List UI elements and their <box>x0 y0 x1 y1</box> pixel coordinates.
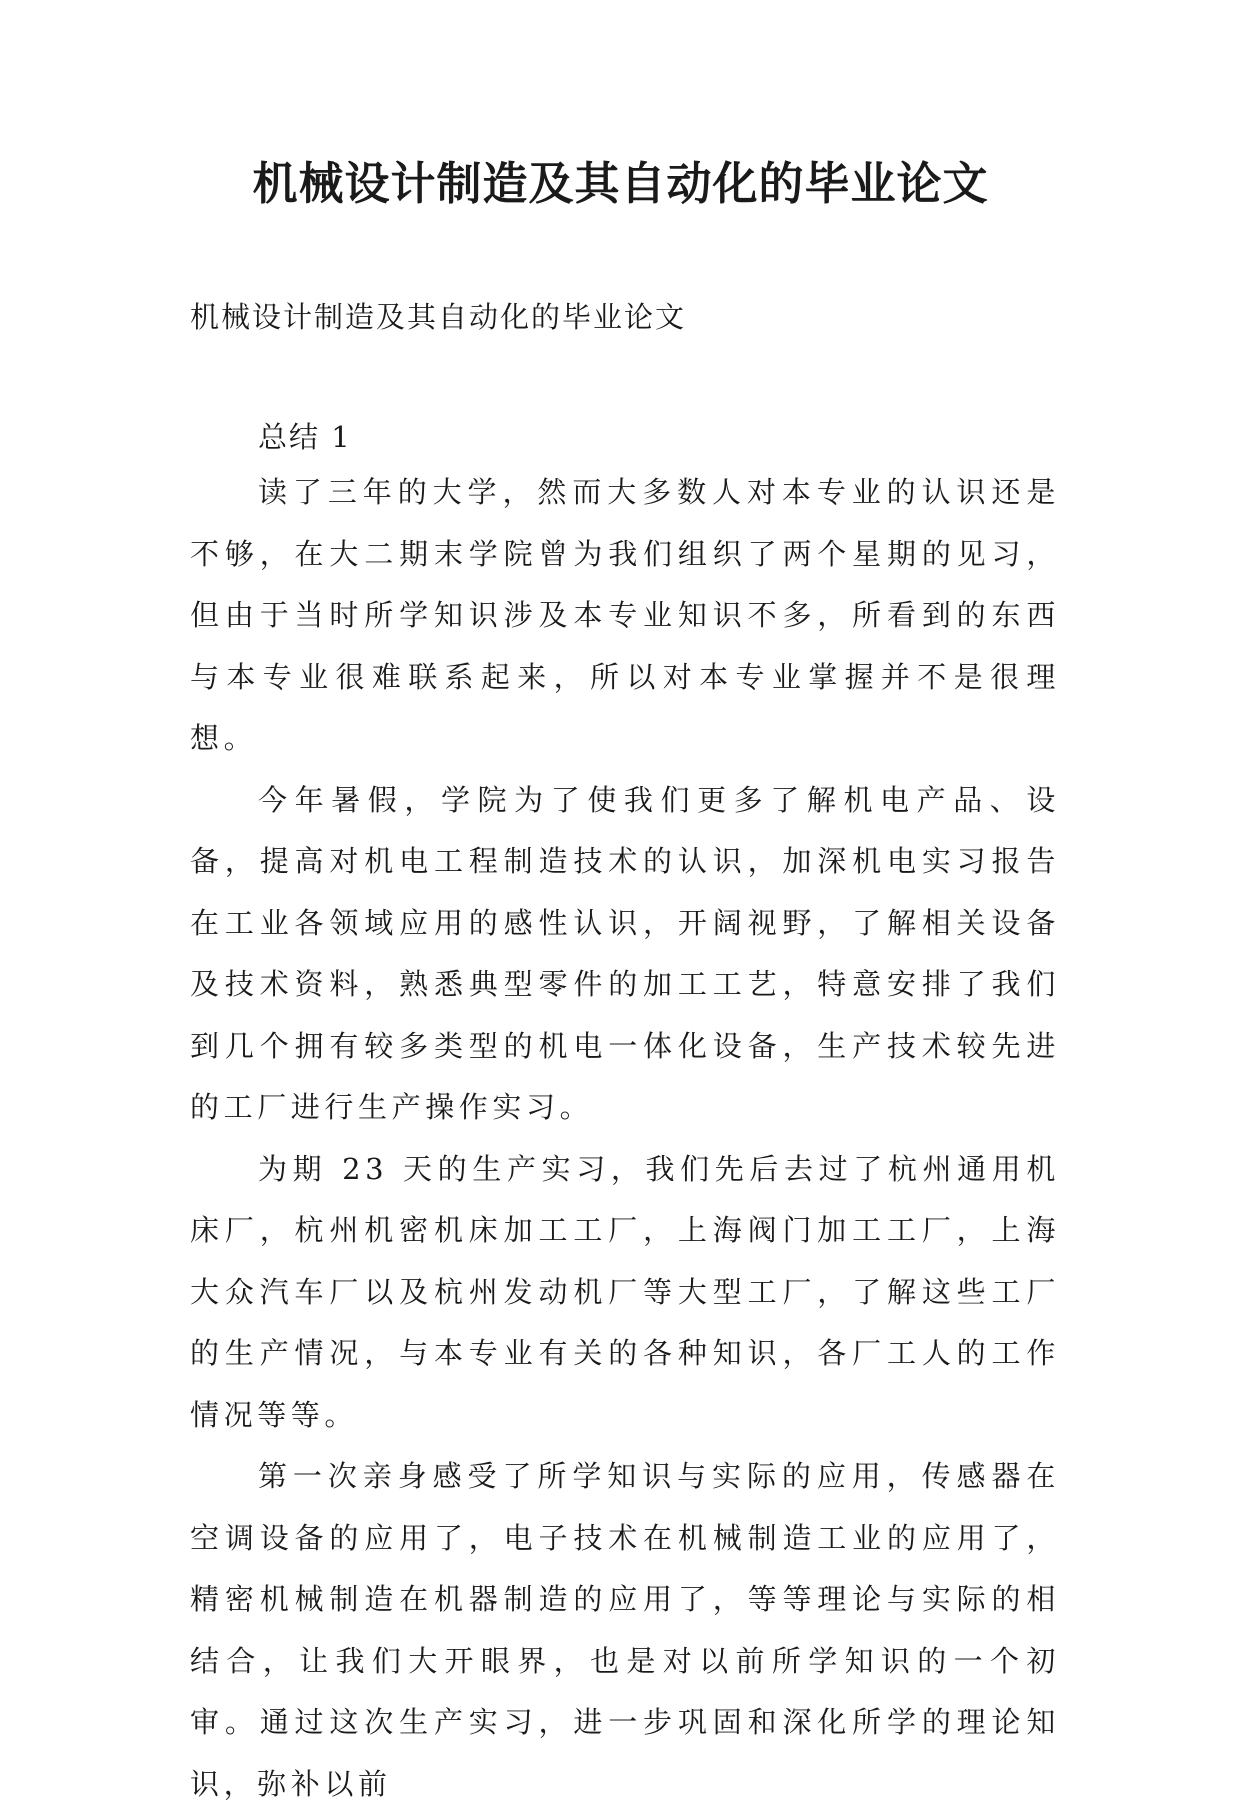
body-paragraph: 为期 23 天的生产实习，我们先后去过了杭州通用机床厂，杭州机密机床加工工厂，上海阀门加工工厂，上海大众汽车厂以及杭州发动机厂等大型工厂，了解这些工厂的生产情况，与本专业有关的各种知识，各厂工人的工作情况等等。 <box>190 1151 1060 1432</box>
body-paragraph: 第一次亲身感受了所学知识与实际的应用，传感器在空调设备的应用了，电子技术在机械制造工业的应用了，精密机械制造在机器制造的应用了，等等理论与实际的相结合，让我们大开眼界，也是对以前所学知识的一个初审。通过这次生产实习，进一步巩固和深化所学的理论知识，弥补以前 <box>190 1459 1060 1801</box>
document-body <box>190 462 1060 1815</box>
document-title: 机械设计制造及其自动化的毕业论文 <box>252 157 989 210</box>
document-subtitle: 机械设计制造及其自动化的毕业论文 <box>190 300 687 334</box>
body-paragraph: 读了三年的大学，然而大多数人对本专业的认识还是不够，在大二期末学院曾为我们组织了两个星期的见习，但由于当时所学知识涉及本专业知识不多，所看到的东西与本专业很难联系起来，所以对本专业掌握并不是很理想。 <box>190 475 1060 755</box>
body-paragraph: 今年暑假，学院为了使我们更多了解机电产品、设备，提高对机电工程制造技术的认识，加深机电实习报告在工业各领域应用的感性认识，开阔视野，了解相关设备及技术资料，熟悉典型零件的加工工艺，特意安排了我们到几个拥有较多类型的机电一体化设备，生产技术较先进的工厂进行生产操作实习。 <box>190 782 1060 1124</box>
section-heading: 总结 1 <box>258 420 352 454</box>
